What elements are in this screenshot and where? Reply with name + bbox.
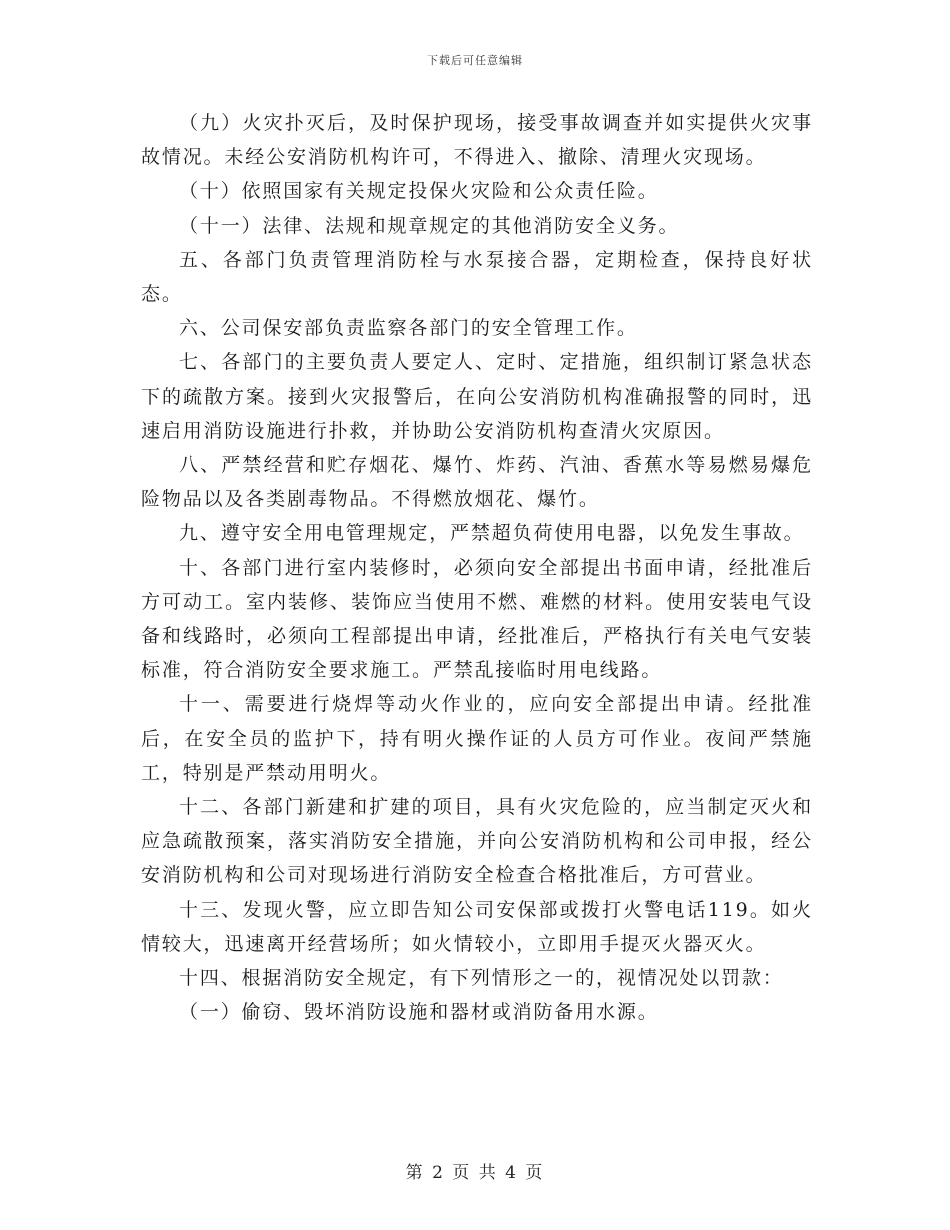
- paragraph-10: （十）依照国家有关规定投保火灾险和公众责任险。: [179, 180, 659, 203]
- paragraph-article-14-item-1: （一）偷窃、毁坏消防设施和器材或消防备用水源。: [179, 1001, 659, 1024]
- paragraph-article-6: 六、公司保安部负责监察各部门的安全管理工作。: [179, 317, 638, 340]
- page-number: 第 2 页 共 4 页: [405, 1163, 545, 1183]
- paragraph-article-13: 十三、发现火警，应立即告知公司安保部或拨打火警电话119。如火情较大，迅速离开经营场所；如火情较小，立即用手提灭火器灭火。: [141, 898, 813, 955]
- paragraph-article-7: 七、各部门的主要负责人要定人、定时、定措施，组织制订紧急状态下的疏散方案。接到火灾报警后，在向公安消防机构准确报警的同时，迅速启用消防设施进行扑救，并协助公安消防机构查清火灾原因。: [141, 351, 813, 442]
- header-note: 下载后可任意编辑: [427, 54, 523, 67]
- paragraph-article-10: 十、各部门进行室内装修时，必须向安全部提出书面申请，经批准后方可动工。室内装修、装饰应当使用不燃、难燃的材料。使用安装电气设备和线路时，必须向工程部提出申请，经批准后，严格执行有关电气安装标准，符合消防安全要求施工。严禁乱接临时用电线路。: [141, 556, 813, 682]
- paragraph-9: （九）火灾扑灭后，及时保护现场，接受事故调查并如实提供火灾事故情况。未经公安消防机构许可，不得进入、撤除、清理火灾现场。: [141, 112, 813, 169]
- paragraph-article-12: 十二、各部门新建和扩建的项目，具有火灾危险的，应当制定灭火和应急疏散预案，落实消防安全措施，并向公安消防机构和公司申报，经公安消防机构和公司对现场进行消防安全检查合格批准后，方可营业。: [141, 796, 813, 887]
- paragraph-article-14: 十四、根据消防安全规定，有下列情形之一的，视情况处以罚款：: [179, 967, 784, 990]
- paragraph-article-11: 十一、需要进行烧焊等动火作业的，应向安全部提出申请。经批准后，在安全员的监护下，持有明火操作证的人员方可作业。夜间严禁施工，特别是严禁动用明火。: [141, 693, 813, 784]
- paragraph-article-9: 九、遵守安全用电管理规定，严禁超负荷使用电器，以免发生事故。: [179, 522, 805, 545]
- paragraph-article-8: 八、严禁经营和贮存烟花、爆竹、炸药、汽油、香蕉水等易燃易爆危险物品以及各类剧毒物品。不得燃放烟花、爆竹。: [141, 454, 813, 511]
- paragraph-11: （十一）法律、法规和规章规定的其他消防安全义务。: [179, 214, 680, 237]
- document-body: [141, 106, 813, 1029]
- paragraph-article-5: 五、各部门负责管理消防栓与水泵接合器，定期检查，保持良好状态。: [141, 248, 813, 306]
